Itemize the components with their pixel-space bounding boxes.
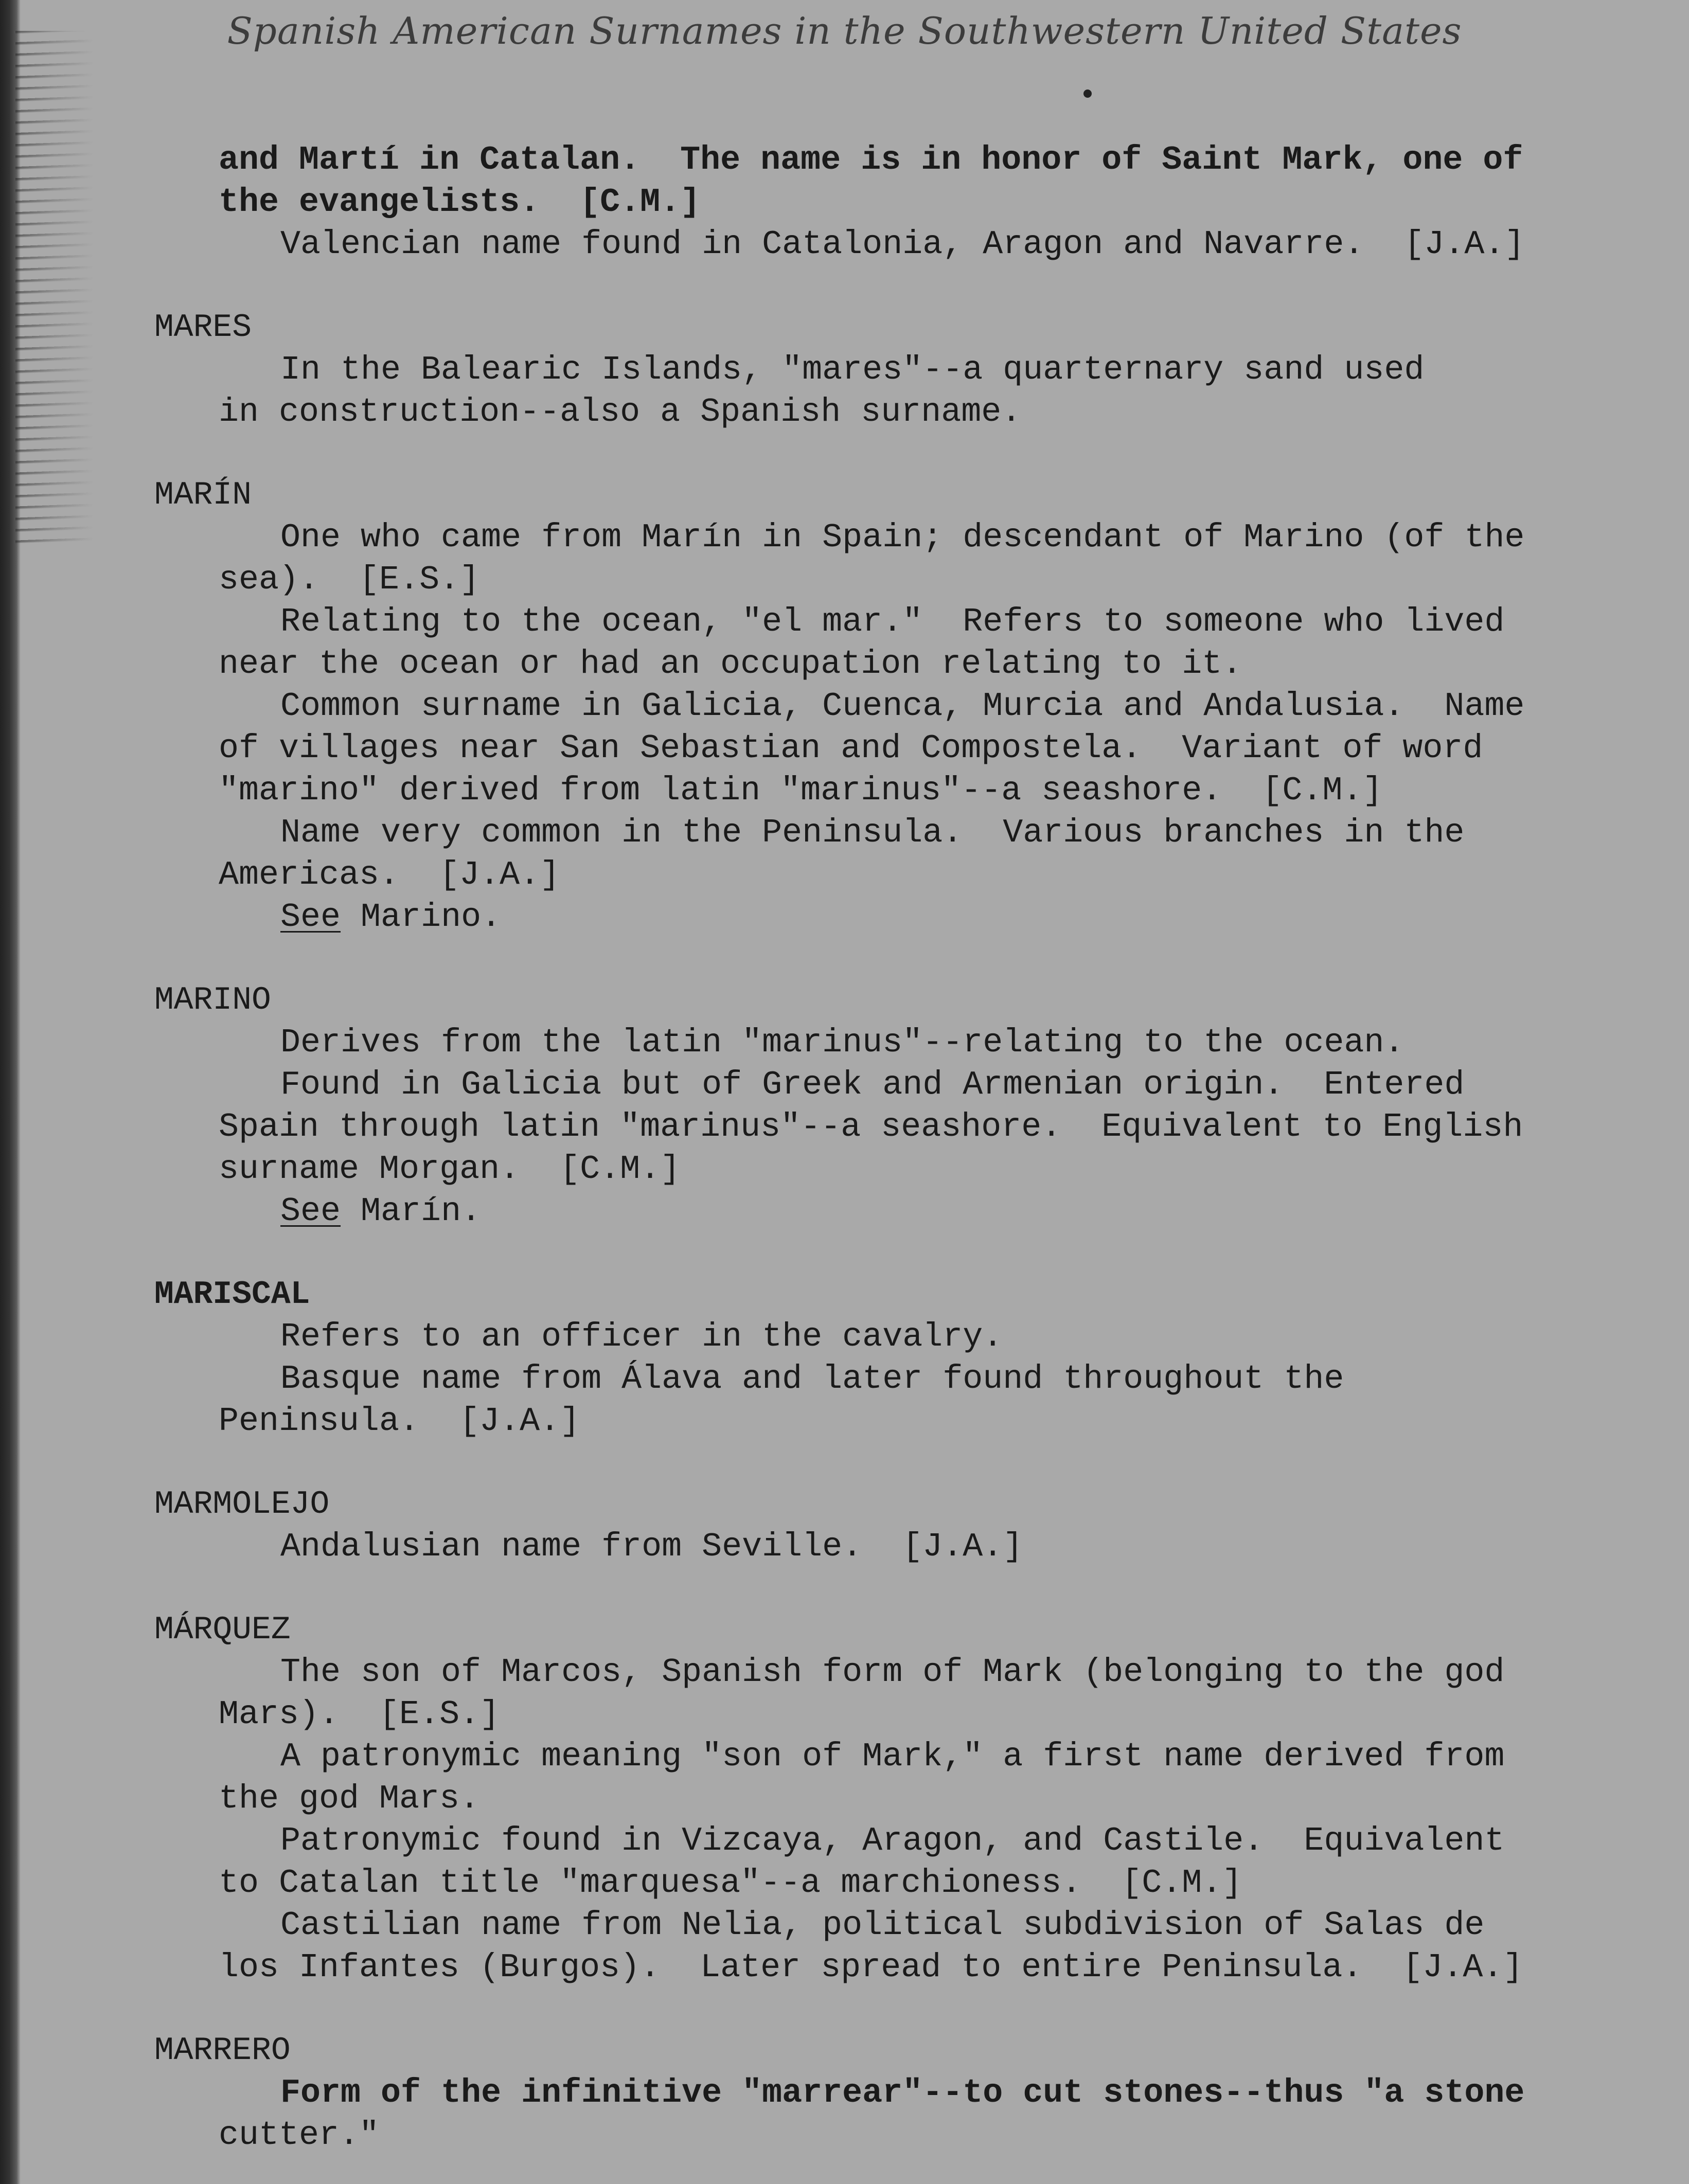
text-line [154, 896, 1626, 938]
text-line: and Martí in Catalan. The name is in honor of Saint Mark, one of [219, 141, 1523, 179]
text-line: in construction--also a Spanish surname. [219, 393, 1022, 431]
continued-entry [154, 139, 1626, 265]
text-line: los Infantes (Burgos). Later spread to entire Peninsula. [J.A.] [219, 1948, 1523, 1986]
entry-paragraph [154, 1064, 1626, 1190]
text-line: Derives from the latin "marinus"--relating to the ocean. [280, 1024, 1404, 1062]
entry-paragraph [154, 685, 1626, 812]
text-line: Mars). [E.S.] [219, 1695, 500, 1733]
text-line: The son of Marcos, Spanish form of Mark (belonging to the god [280, 1653, 1505, 1691]
text-line: One who came from Marín in Spain; descendant of Marino (of the [280, 518, 1525, 557]
text-line: Spain through latin "marinus"--a seashore. Equivalent to English [219, 1108, 1523, 1146]
text-line: "marino" derived from latin "marinus"--a seashore. [C.M.] [219, 772, 1383, 810]
text-line: Common surname in Galicia, Cuenca, Murcia and Andalusia. Name [280, 687, 1525, 725]
entry-paragraph [154, 1904, 1626, 1989]
text-line: Form of the infinitive "marrear"--to cut stones--thus "a stone [280, 2074, 1525, 2112]
entry-heading: MARÍN [154, 477, 252, 513]
text-line: of villages near San Sebastian and Compostela. Variant of word [219, 729, 1483, 767]
running-header: Spanish American Surnames in the Southwestern United States [227, 9, 1462, 52]
text-line: Found in Galicia but of Greek and Armenian origin. Entered [280, 1066, 1465, 1104]
entry-paragraph [154, 601, 1626, 685]
text-line: the evangelists. [C.M.] [219, 183, 701, 221]
entry-marin [154, 474, 1626, 938]
entry-heading: MARES [154, 309, 252, 346]
entry-paragraph [154, 1735, 1626, 1820]
text-line: Refers to an officer in the cavalry. [280, 1318, 1003, 1356]
stray-mark [1083, 89, 1092, 98]
text-line: sea). [E.S.] [219, 561, 480, 599]
see-target: Marino. [341, 898, 502, 936]
entry-paragraph [154, 1358, 1626, 1442]
entry-paragraph [154, 1651, 1626, 1735]
text-line: Peninsula. [J.A.] [219, 1402, 580, 1440]
entry-paragraph [154, 1526, 1626, 1568]
text-line: Castilian name from Nelia, political subdivision of Salas de [280, 1906, 1485, 1944]
text-line: Patronymic found in Vizcaya, Aragon, and Castile. Equivalent [280, 1822, 1505, 1860]
see-also-reference [154, 1190, 1626, 1232]
entry-marino [154, 979, 1626, 1232]
entry-marmolejo [154, 1483, 1626, 1568]
text-line: Americas. [J.A.] [219, 856, 560, 894]
entry-paragraph [154, 812, 1626, 896]
text-line: to Catalan title "marquesa"--a marchioness. [C.M.] [219, 1864, 1242, 1902]
text-line: Andalusian name from Seville. [J.A.] [280, 1528, 1023, 1566]
text-line: surname Morgan. [C.M.] [219, 1150, 681, 1188]
entry-heading: MARMOLEJO [154, 1486, 330, 1523]
scan-noise-fringe [15, 31, 93, 545]
text-line: near the ocean or had an occupation relating to it. [219, 645, 1242, 683]
see-target: Marín. [341, 1192, 482, 1230]
page-body [154, 139, 1626, 2156]
entry-heading: MÁRQUEZ [154, 1612, 291, 1648]
entry-mariscal [154, 1274, 1626, 1442]
entry-heading: MARISCAL [154, 1276, 310, 1313]
see-label: See [280, 898, 341, 936]
see-also-reference [154, 896, 1626, 938]
entry-marquez [154, 1609, 1626, 1989]
entry-marrero [154, 2030, 1626, 2156]
text-line: Basque name from Álava and later found throughout the [280, 1360, 1344, 1398]
text-line: the god Mars. [219, 1780, 480, 1818]
text-line: A patronymic meaning "son of Mark," a first name derived from [280, 1738, 1505, 1776]
entry-paragraph [154, 2072, 1626, 2156]
entry-paragraph [154, 1820, 1626, 1904]
text-line: Name very common in the Peninsula. Various branches in the [280, 814, 1465, 852]
see-label: See [280, 1192, 341, 1230]
entry-paragraph [154, 516, 1626, 601]
text-line: Relating to the ocean, "el mar." Refers to someone who lived [280, 603, 1505, 641]
text-line [154, 1190, 1626, 1232]
text-line: Valencian name found in Catalonia, Aragon and Navarre. [J.A.] [280, 225, 1525, 263]
entry-paragraph [154, 1022, 1626, 1064]
entry-heading: MARINO [154, 982, 271, 1018]
entry-heading: MARRERO [154, 2032, 291, 2069]
entry-paragraph [154, 1316, 1626, 1358]
text-line: cutter." [219, 2116, 380, 2154]
entry-mares [154, 307, 1626, 433]
entry-paragraph [154, 349, 1626, 433]
text-line: In the Balearic Islands, "mares"--a quarternary sand used [280, 351, 1425, 389]
